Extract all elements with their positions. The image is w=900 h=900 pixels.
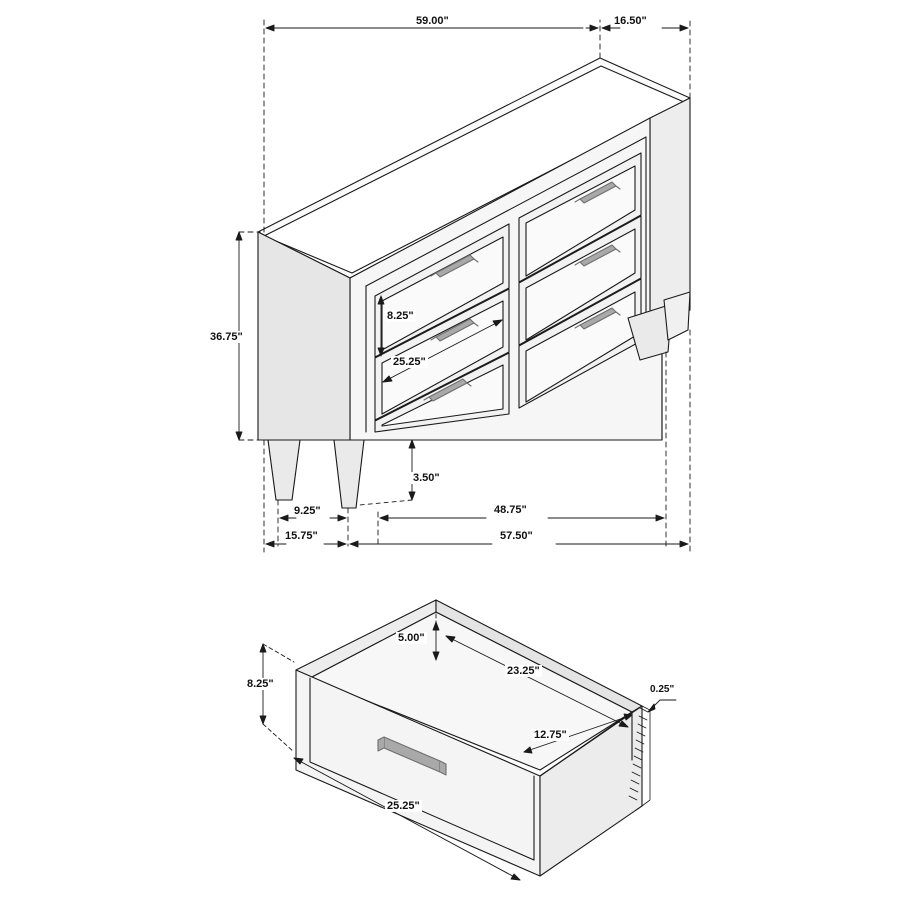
- dresser-leg-front-left: [268, 440, 300, 500]
- dim-interior-width: 12.75": [534, 729, 567, 741]
- dim-interior-depth: 5.00": [398, 632, 425, 644]
- drawer-detail: [296, 600, 650, 876]
- dim-top-depth: 16.50": [614, 15, 647, 27]
- dresser-leg-back-right: [664, 292, 690, 340]
- dim-panel-thickness: 0.25": [650, 684, 675, 695]
- dim-case-width: 48.75": [494, 504, 527, 516]
- dresser-leg-front-center: [334, 440, 364, 508]
- dim-leg-height: 3.50": [413, 472, 440, 484]
- dim-drawer-face-width: 25.25": [393, 356, 426, 368]
- dim-drawer-face-height: 8.25": [387, 310, 414, 322]
- dim-interior-length: 23.25": [507, 665, 540, 677]
- dim-overall-length: 25.25": [387, 800, 420, 812]
- dim-base-width: 57.50": [500, 530, 533, 542]
- dim-overall-height: 36.75": [210, 331, 243, 343]
- dim-top-width: 59.00": [416, 15, 449, 27]
- dim-base-depth: 15.75": [285, 530, 318, 542]
- dim-side-height: 8.25": [247, 678, 274, 690]
- dim-foot-depth: 9.25": [294, 505, 321, 517]
